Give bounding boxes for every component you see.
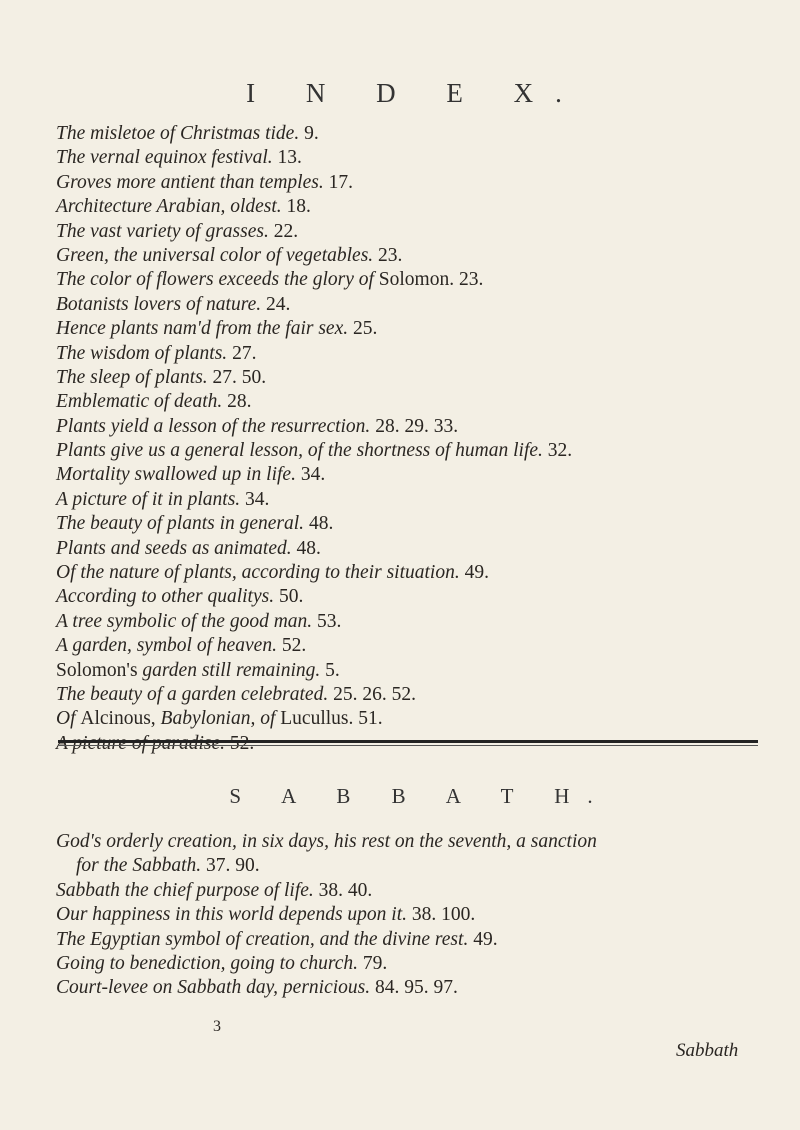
index-entry xyxy=(56,220,756,244)
entry-page-numbers: 48. xyxy=(291,537,321,559)
entry-text: A garden, symbol of heaven. xyxy=(56,635,277,657)
entry-text: Plants give us a general lesson, of the shortness of human life. xyxy=(56,440,543,462)
signature-mark: 3 xyxy=(213,1018,221,1035)
index-entry xyxy=(56,659,756,683)
sabbath-entries-list xyxy=(56,830,756,1001)
index-entry xyxy=(56,195,756,219)
entry-page-numbers: 48. xyxy=(304,513,334,535)
entry-text: Mortality swallowed up in life. xyxy=(56,464,296,486)
entry-text: A picture of it in plants. xyxy=(56,488,241,510)
sabbath-entry xyxy=(56,903,756,927)
entry-text: The Egyptian symbol of creation, and the divine rest. xyxy=(56,928,469,950)
entry-page-numbers: 34. xyxy=(295,464,326,486)
index-entry xyxy=(56,610,756,634)
entry-name: Solomon's xyxy=(56,659,138,681)
entry-continuation: for the Sabbath. 37. 90. xyxy=(76,855,260,877)
sabbath-entry xyxy=(56,830,756,879)
index-entry xyxy=(56,122,756,146)
index-entry xyxy=(56,317,756,341)
entry-page-numbers: 23. xyxy=(373,244,403,266)
entry-text: Sabbath the chief purpose of life. xyxy=(56,879,314,901)
index-entry xyxy=(56,293,756,317)
entry-text: The vernal equinox festival. xyxy=(56,147,273,169)
section-divider-thick xyxy=(58,740,758,743)
entry-text: According to other qualitys. xyxy=(56,586,275,608)
entry-text: The beauty of plants in general. xyxy=(56,513,305,535)
entry-text: Emblematic of death. xyxy=(56,391,223,413)
entry-text: Hence plants nam'd from the fair sex. xyxy=(56,318,349,340)
index-entry xyxy=(56,537,756,561)
sabbath-entry xyxy=(56,928,756,952)
entry-page-numbers: 27. 50. xyxy=(207,366,267,388)
entry-name: Alcinous, xyxy=(80,708,156,730)
entry-text: Of xyxy=(56,708,81,730)
catchword: Sabbath xyxy=(676,1040,739,1061)
entry-text: A tree symbolic of the good man. xyxy=(56,610,313,632)
index-entry xyxy=(56,732,756,756)
entry-text: Our happiness in this world depends upon it. xyxy=(56,904,408,926)
entry-page-numbers: 51. xyxy=(353,708,383,730)
entry-page-numbers: 53. xyxy=(312,610,342,632)
entry-text: The sleep of plants. xyxy=(56,366,208,388)
index-entry xyxy=(56,634,756,658)
entry-page-numbers: 28. xyxy=(222,391,252,413)
entry-page-numbers: 25. xyxy=(348,318,378,340)
entry-text: The wisdom of plants. xyxy=(56,342,228,364)
sabbath-entry xyxy=(56,976,756,1000)
entry-text: The beauty of a garden celebrated. xyxy=(56,683,329,705)
index-entry xyxy=(56,268,756,292)
index-entry xyxy=(56,561,756,585)
entry-text: Plants and seeds as animated. xyxy=(56,537,292,559)
index-entry xyxy=(56,415,756,439)
entry-page-numbers: 32. xyxy=(542,440,573,462)
index-entry xyxy=(56,244,756,268)
entry-text: Of the nature of plants, according to their situation. xyxy=(56,562,460,584)
entry-text: Groves more antient than temples. xyxy=(56,171,324,193)
entry-page-numbers: 84. 95. 97. xyxy=(370,977,458,999)
sabbath-entry xyxy=(56,952,756,976)
entry-page-numbers: 28. 29. 33. xyxy=(370,415,459,437)
entry-page-numbers: 38. 100. xyxy=(407,904,476,926)
index-entry xyxy=(56,366,756,390)
entry-page-numbers: 22. xyxy=(268,220,299,242)
entry-page-numbers: 49. xyxy=(459,562,489,584)
entry-page-numbers: 23. xyxy=(454,269,484,291)
entry-page-numbers: 52. xyxy=(225,732,255,754)
entry-page-numbers: 34. xyxy=(240,488,270,510)
entry-page-numbers: 9. xyxy=(299,123,319,144)
index-entry xyxy=(56,439,756,463)
entry-page-numbers: 25. 26. 52. xyxy=(328,683,416,705)
entry-page-numbers: 27. xyxy=(227,342,257,364)
index-entry xyxy=(56,512,756,536)
index-entry xyxy=(56,683,756,707)
index-entry xyxy=(56,146,756,170)
entry-page-numbers: 18. xyxy=(281,196,311,218)
index-entry xyxy=(56,707,756,731)
entry-text: Court-levee on Sabbath day, pernicious. xyxy=(56,977,371,999)
index-entry xyxy=(56,171,756,195)
entry-text: Architecture Arabian, oldest. xyxy=(56,196,282,218)
index-entry xyxy=(56,585,756,609)
entry-text: Going to benediction, going to church. xyxy=(56,952,359,974)
entry-text: Botanists lovers of nature. xyxy=(56,293,262,315)
section-divider-thin xyxy=(58,745,758,746)
entry-page-numbers: 24. xyxy=(261,293,291,315)
entry-page-numbers: 37. 90. xyxy=(201,855,260,877)
entry-page-numbers: 5. xyxy=(320,659,340,681)
entry-text: God's orderly creation, in six days, his rest on the seventh, a sanction xyxy=(56,831,597,852)
index-entries-list xyxy=(56,122,756,756)
index-entry xyxy=(56,390,756,414)
entry-text: The color of flowers exceeds the glory of xyxy=(56,269,379,291)
entry-text: Babylonian, of xyxy=(155,708,281,730)
entry-name: Lucullus. xyxy=(280,708,354,730)
entry-page-numbers: 49. xyxy=(468,928,498,950)
entry-page-numbers: 50. xyxy=(274,586,304,608)
index-entry xyxy=(56,342,756,366)
sabbath-entry xyxy=(56,879,756,903)
sabbath-heading: S A B B A T H. xyxy=(229,784,611,808)
entry-text: garden still remaining. xyxy=(137,659,321,681)
entry-text: A picture of paradise. xyxy=(56,732,225,754)
entry-text: Green, the universal color of vegetables. xyxy=(56,244,374,266)
entry-text: The vast variety of grasses. xyxy=(56,220,269,242)
entry-name: Solomon. xyxy=(378,269,455,291)
entry-text: Plants yield a lesson of the resurrection. xyxy=(56,415,371,437)
entry-page-numbers: 52. xyxy=(276,635,307,657)
entry-page-numbers: 13. xyxy=(272,147,302,169)
index-entry xyxy=(56,488,756,512)
index-heading: I N D E X. xyxy=(246,78,584,108)
entry-page-numbers: 17. xyxy=(323,171,353,193)
entry-text: The misletoe of Christmas tide. xyxy=(56,123,300,144)
entry-page-numbers: 79. xyxy=(358,952,388,974)
entry-page-numbers: 38. 40. xyxy=(313,879,373,901)
index-entry xyxy=(56,463,756,487)
